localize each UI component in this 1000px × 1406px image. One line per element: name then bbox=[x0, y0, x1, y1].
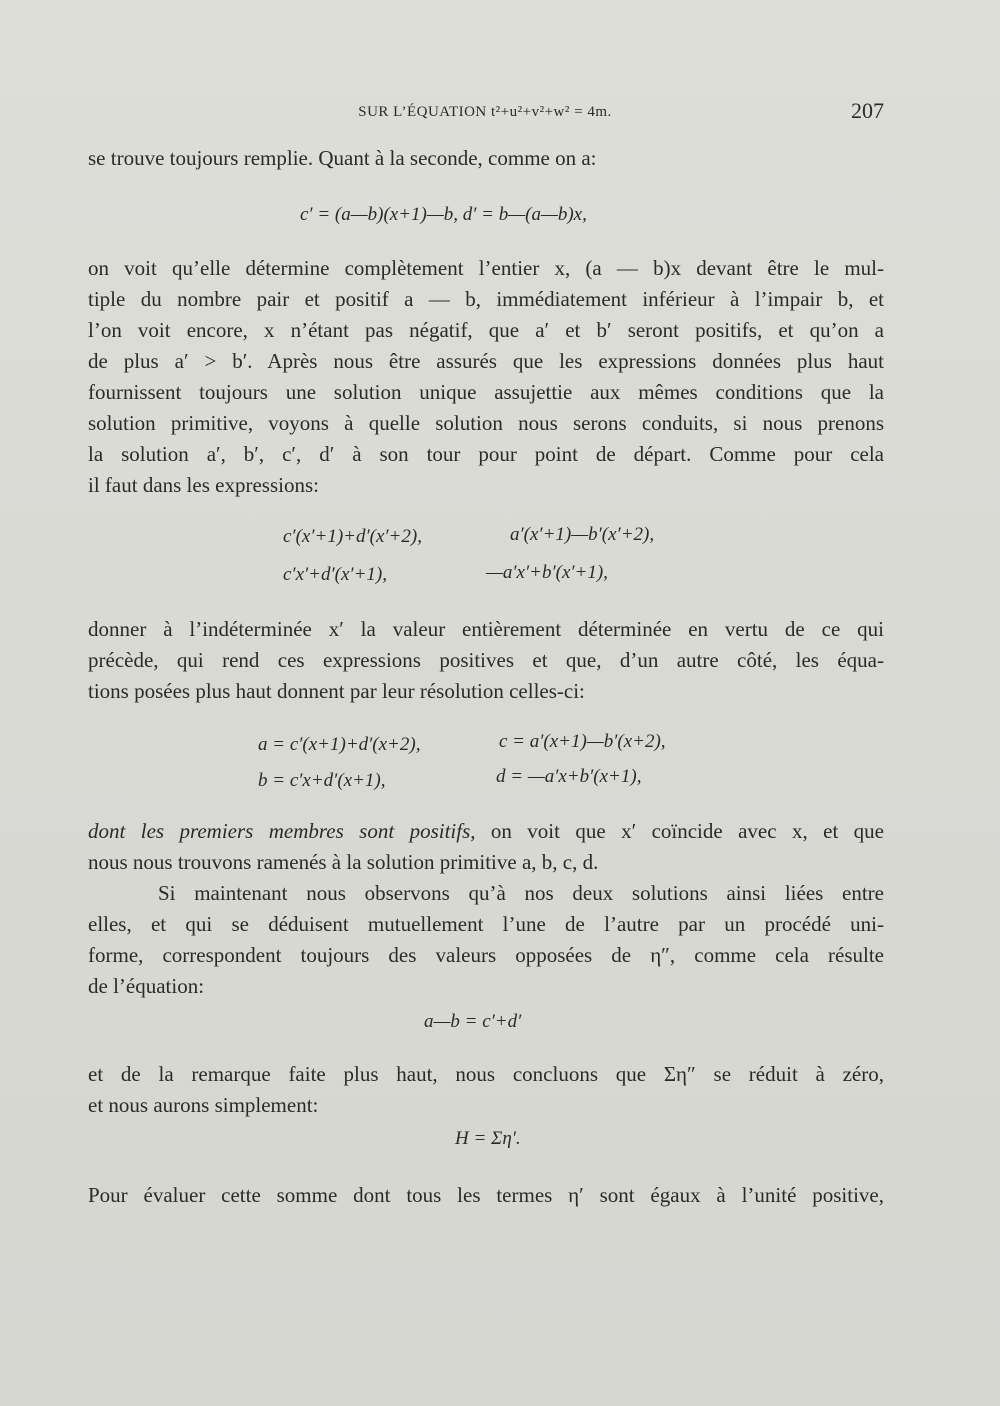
text-line: fournissent toujours une solution unique assujettie aux mêmes conditions que la bbox=[88, 380, 884, 404]
text-run: on voit que x′ coïncide avec x, et que bbox=[475, 819, 884, 843]
paragraph-1 bbox=[88, 143, 884, 174]
equation-5: H = Ση′. bbox=[455, 1128, 521, 1149]
text-line: forme, correspondent toujours des valeurs opposées de η″, comme cela résulte bbox=[88, 943, 884, 967]
equation-3-r1c2: c = a′(x+1)—b′(x+2), bbox=[499, 731, 666, 752]
text-line: on voit qu’elle détermine complètement l’entier x, (a — b)x devant être le mul- bbox=[88, 256, 884, 280]
text-line bbox=[88, 816, 884, 847]
equation-2-r2c2: —a′x′+b′(x′+1), bbox=[486, 562, 608, 583]
running-header bbox=[88, 98, 882, 128]
text-line: tiple du nombre pair et positif a — b, immédiatement inférieur à l’impair b, et bbox=[88, 287, 884, 311]
text-line: et nous aurons simplement: bbox=[88, 1093, 319, 1117]
equation-4: a—b = c′+d′ bbox=[424, 1011, 522, 1032]
text-line: et de la remarque faite plus haut, nous concluons que Ση″ se réduit à zéro, bbox=[88, 1062, 884, 1086]
equation-2-r2c1: c′x′+d′(x′+1), bbox=[283, 564, 387, 585]
text-line: tions posées plus haut donnent par leur résolution celles-ci: bbox=[88, 679, 585, 703]
text-line: il faut dans les expressions: bbox=[88, 473, 319, 497]
paragraph-4 bbox=[88, 816, 884, 878]
equation-2-r1c2: a′(x′+1)—b′(x′+2), bbox=[510, 524, 655, 545]
text-line: la solution a′, b′, c′, d′ à son tour pour point de départ. Comme pour cela bbox=[88, 442, 884, 466]
paragraph-7 bbox=[88, 1180, 884, 1211]
paragraph-2 bbox=[88, 253, 884, 501]
paragraph-5 bbox=[88, 878, 884, 1002]
equation-3-r2c2: d = —a′x+b′(x+1), bbox=[496, 766, 642, 787]
text-line: elles, et qui se déduisent mutuellement l’une de l’autre par un procédé uni- bbox=[88, 912, 884, 936]
paragraph-3 bbox=[88, 614, 884, 707]
equation-1: c′ = (a—b)(x+1)—b, d′ = b—(a—b)x, bbox=[300, 204, 587, 225]
text-line: de plus a′ > b′. Après nous être assurés que les expressions données plus haut bbox=[88, 349, 884, 373]
text-line: précède, qui rend ces expressions positives et que, d’un autre côté, les équa- bbox=[88, 648, 884, 672]
text-line: Si maintenant nous observons qu’à nos deux solutions ainsi liées entre bbox=[158, 881, 884, 905]
text-line: nous nous trouvons ramenés à la solution primitive a, b, c, d. bbox=[88, 850, 599, 874]
equation-3-r1c1: a = c′(x+1)+d′(x+2), bbox=[258, 734, 421, 755]
paragraph-6 bbox=[88, 1059, 884, 1121]
text-line: donner à l’indéterminée x′ la valeur entièrement déterminée en vertu de ce qui bbox=[88, 617, 884, 641]
text-line: de l’équation: bbox=[88, 974, 205, 998]
running-title: SUR L’ÉQUATION t²+u²+v²+w² = 4m. bbox=[358, 104, 612, 120]
page-number: 207 bbox=[851, 98, 884, 123]
italic-phrase: dont les premiers membres sont positifs, bbox=[88, 819, 476, 843]
text-line: Pour évaluer cette somme dont tous les termes η′ sont égaux à l’unité positive, bbox=[88, 1183, 884, 1207]
text-line: se trouve toujours remplie. Quant à la seconde, comme on a: bbox=[88, 146, 597, 170]
text-line: solution primitive, voyons à quelle solution nous serons conduits, si nous prenons bbox=[88, 411, 884, 435]
text-line: l’on voit encore, x n’étant pas négatif, que a′ et b′ seront positifs, et qu’on a bbox=[88, 318, 884, 342]
equation-2-r1c1: c′(x′+1)+d′(x′+2), bbox=[283, 526, 422, 547]
equation-3-r2c1: b = c′x+d′(x+1), bbox=[258, 770, 386, 791]
